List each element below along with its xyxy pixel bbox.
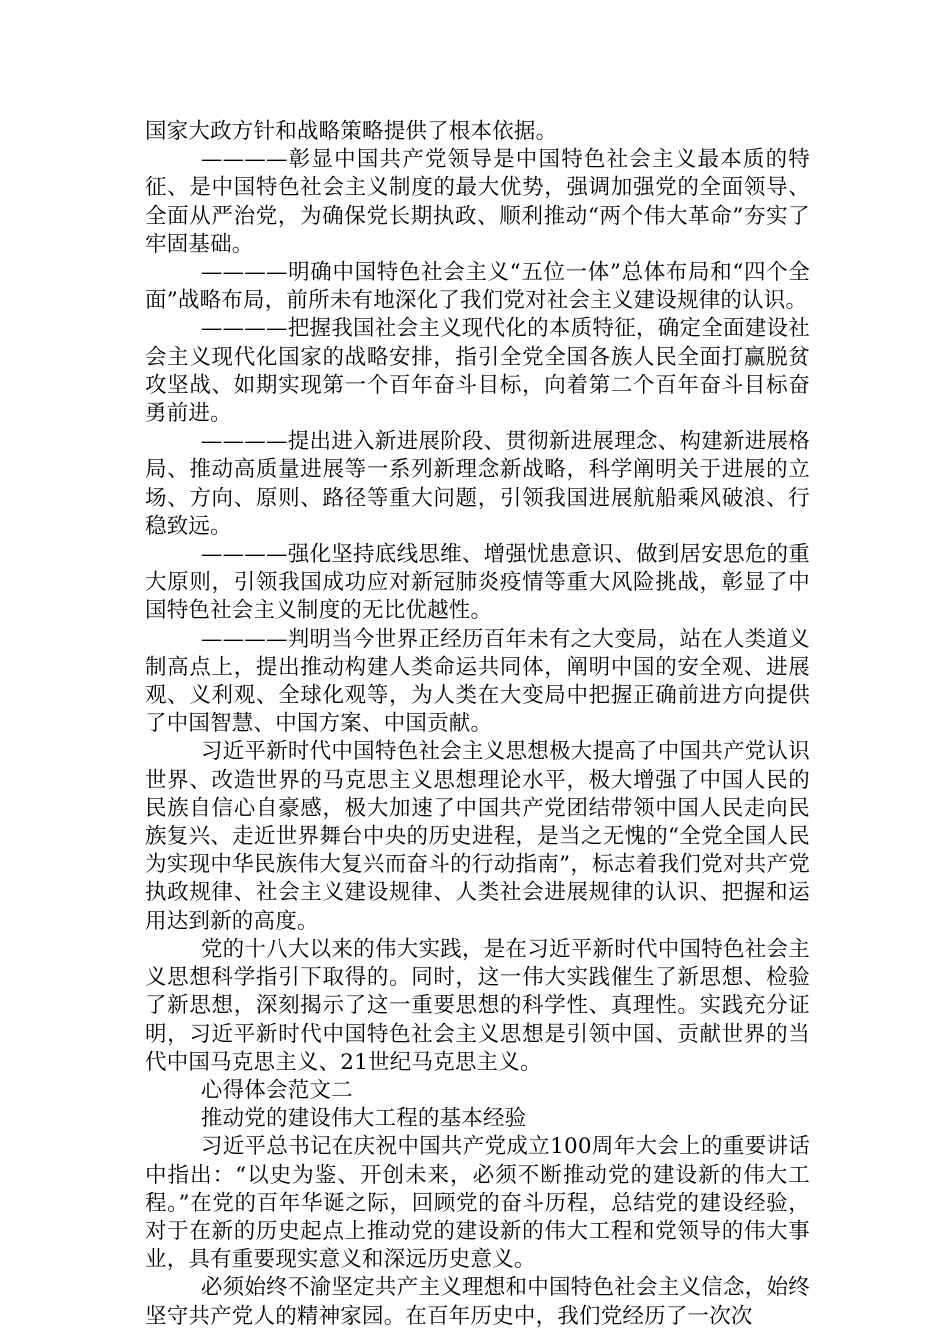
paragraph: ————判明当今世界正经历百年未有之大变局，站在人类道义制高点上，提出推动构建人类命运共同体，阐明中国的安全观、进展观、义利观、全球化观等，为人类在大变局中把握正确前进方向提供了中国智慧、中国方案、中国贡献。 [145,626,810,737]
paragraph: ————彰显中国共产党领导是中国特色社会主义最本质的特征、是中国特色社会主义制度的最大优势，强调加强党的全面领导、全面从严治党，为确保党长期执政、顺利推动“两个伟大革命”夯实了牢固基础。 [145,147,810,257]
paragraph: 党的十八大以来的伟大实践，是在习近平新时代中国特色社会主义思想科学指引下取得的。同时，这一伟大实践催生了新思想、检验了新思想，深刻揭示了这一重要思想的科学性、真理性。实践充分证明，习近平新时代中国特色社会主义思想是引领中国、贡献世界的当代中国马克思主义、21世纪马克思主义。 [145,936,810,1075]
paragraph: 必须始终不渝坚定共产主义理想和中国特色社会主义信念，始终坚守共产党人的精神家园。在百年历史中，我们党经历了一次次 [145,1275,810,1329]
paragraph: ————提出进入新进展阶段、贯彻新进展理念、构建新进展格局、推动高质量进展等一系列新理念新战略，科学阐明关于进展的立场、方向、原则、路径等重大问题，引领我国进展航船乘风破浪、行稳致远。 [145,429,810,539]
paragraph: 习近平新时代中国特色社会主义思想极大提高了中国共产党认识世界、改造世界的马克思主义思想理论水平，极大增强了中国人民的民族自信心自豪感，极大加速了中国共产党团结带领中国人民走向民族复兴、走近世界舞台中央的历史进程，是当之无愧的“全党全国人民为实现中华民族伟大复兴而奋斗的行动指南”，标志着我们党对共产党执政规律、社会主义建设规律、人类社会进展规律的认识、把握和运用达到新的高度。 [145,739,810,934]
section-heading: 心得体会范文二 [200,1077,353,1103]
paragraph: ————明确中国特色社会主义“五位一体”总体布局和“四个全面”战略布局，前所未有地深化了我们党对社会主义建设规律的认识。 [145,260,810,314]
paragraph: 习近平总书记在庆祝中国共产党成立100周年大会上的重要讲话中指出：“以史为鉴、开创未来，必须不断推动党的建设新的伟大工程。”在党的百年华诞之际，回顾党的奋斗历程，总结党的建设经验，对于在新的历史起点上推动党的建设新的伟大工程和党领导的伟大事业，具有重要现实意义和深远历史意义。 [145,1134,810,1273]
paragraph: 国家大政方针和战略策略提供了根本依据。 [145,119,558,144]
document-body [145,118,810,1331]
article-title: 推动党的建设伟大工程的基本经验 [200,1106,527,1132]
paragraph: ————把握我国社会主义现代化的本质特征，确定全面建设社会主义现代化国家的战略安排，指引全党全国各族人民全面打赢脱贫攻坚战、如期实现第一个百年奋斗目标，向着第二个百年奋斗目标奋勇前进。 [145,316,810,427]
paragraph: ————强化坚持底线思维、增强忧患意识、做到居安思危的重大原则，引领我国成功应对新冠肺炎疫情等重大风险挑战，彰显了中国特色社会主义制度的无比优越性。 [145,542,810,624]
